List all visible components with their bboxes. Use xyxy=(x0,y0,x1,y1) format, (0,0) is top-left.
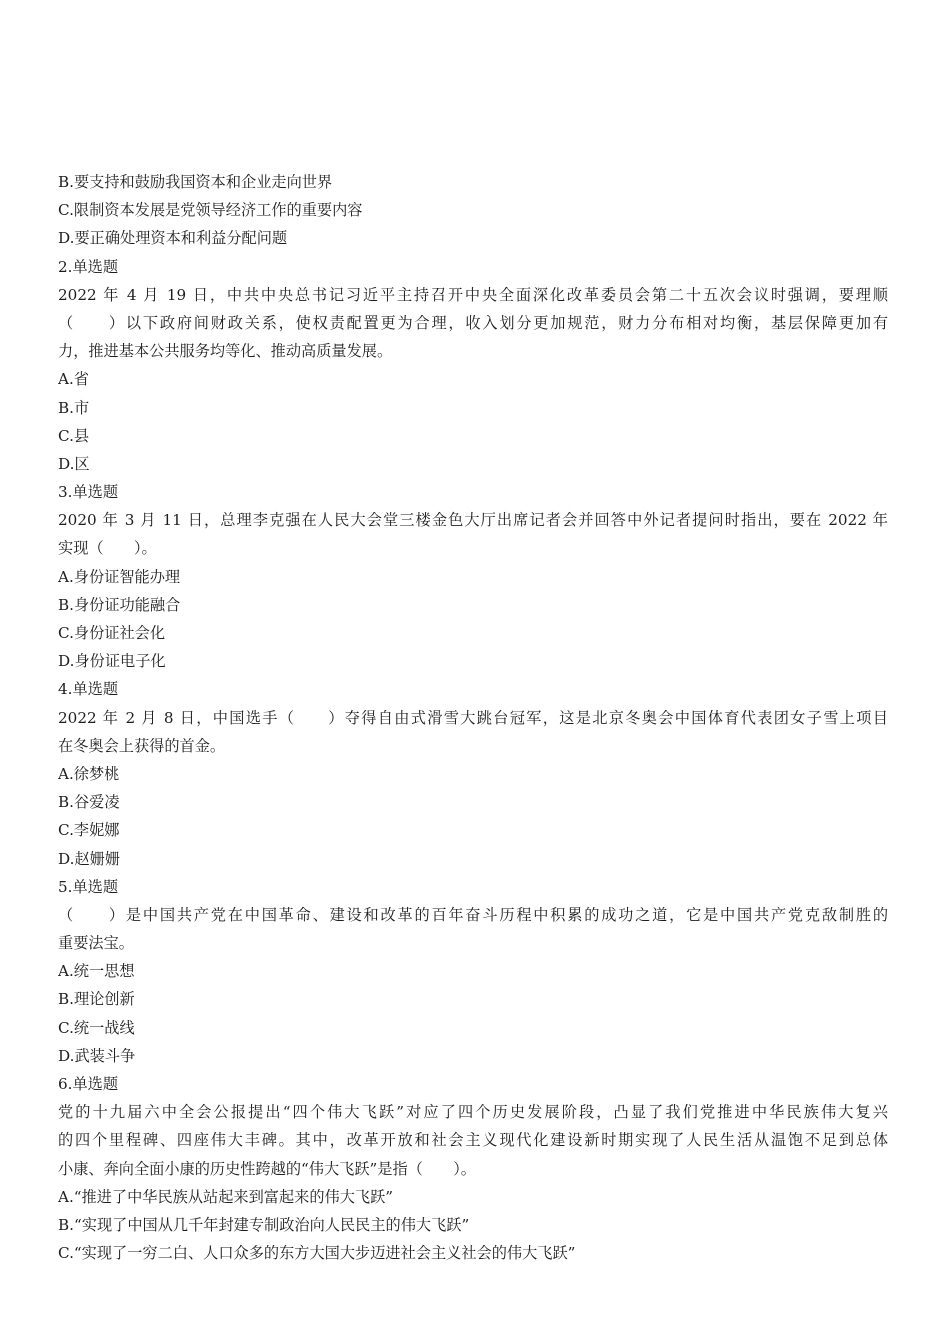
question-stem-line: 2022 年 4 月 19 日，中共中央总书记习近平主持召开中央全面深化改革委员会第二十五次会议时强调，要理顺 xyxy=(58,285,888,304)
option-line: B.理论创新 xyxy=(58,990,135,1009)
option-line: D.赵姗姗 xyxy=(58,849,121,868)
question-header: 6.单选题 xyxy=(58,1075,119,1093)
option-line: A.“推进了中华民族从站起来到富起来的伟大飞跃” xyxy=(58,1187,394,1206)
question-stem-line: 在冬奥会上获得的首金。 xyxy=(58,736,226,755)
option-line: A.统一思想 xyxy=(58,962,135,981)
question-stem-line: 2022 年 2 月 8 日，中国选手（ ）夺得自由式滑雪大跳台冠军，这是北京冬奥会中国体育代表团女子雪上项目 xyxy=(58,708,888,727)
question-stem-line: （ ）是中国共产党在中国革命、建设和改革的百年奋斗历程中积累的成功之道，它是中国共产党克敌制胜的 xyxy=(58,905,888,924)
question-stem-line: 力，推进基本公共服务均等化、推动高质量发展。 xyxy=(58,342,393,361)
option-line: A.徐梦桃 xyxy=(58,764,120,783)
option-line: A.省 xyxy=(58,370,89,389)
option-line: B.“实现了中国从几千年封建专制政治向人民民主的伟大飞跃” xyxy=(58,1215,470,1234)
option-line: B.谷爱凌 xyxy=(58,793,120,812)
question-header: 4.单选题 xyxy=(58,680,119,699)
option-line: C.身份证社会化 xyxy=(58,624,166,642)
question-stem-line: 的四个里程碑、四座伟大丰碑。其中，改革开放和社会主义现代化建设新时期实现了人民生活从温饱不足到总体 xyxy=(58,1131,888,1150)
option-line: D.武装斗争 xyxy=(58,1046,136,1065)
option-line: C.限制资本发展是党领导经济工作的重要内容 xyxy=(58,201,363,220)
option-line: B.市 xyxy=(58,398,90,417)
question-stem-line: 2020 年 3 月 11 日，总理李克强在人民大会堂三楼金色大厅出席记者会并回答中外记者提问时指出，要在 2022 年 xyxy=(58,511,888,530)
question-stem-line: 重要法宝。 xyxy=(58,934,134,953)
option-line: D.区 xyxy=(58,454,90,473)
option-line: C.县 xyxy=(58,426,90,445)
exam-page xyxy=(58,168,888,1267)
question-header: 3.单选题 xyxy=(58,483,119,502)
option-line: A.身份证智能办理 xyxy=(58,567,181,586)
option-line: C.“实现了一穷二白、人口众多的东方大国大步迈进社会主义社会的伟大飞跃” xyxy=(58,1244,576,1263)
question-header: 5.单选题 xyxy=(58,877,119,896)
question-stem-line: 党的十九届六中全会公报提出“四个伟大飞跃”对应了四个历史发展阶段，凸显了我们党推进中华民族伟大复兴 xyxy=(58,1103,888,1122)
question-header: 2.单选题 xyxy=(58,257,119,276)
option-line: D.身份证电子化 xyxy=(58,652,166,671)
option-line: B.身份证功能融合 xyxy=(58,595,181,614)
question-stem-line: 小康、奔向全面小康的历史性跨越的“伟大飞跃”是指（ ）。 xyxy=(58,1159,476,1178)
option-line: B.要支持和鼓励我国资本和企业走向世界 xyxy=(58,173,333,191)
question-stem-line: 实现（ ）。 xyxy=(58,539,157,558)
question-stem-line: （ ）以下政府间财政关系，使权责配置更为合理，收入划分更加规范，财力分布相对均衡，基层保障更加有 xyxy=(58,313,888,332)
option-line: D.要正确处理资本和利益分配问题 xyxy=(58,229,288,248)
option-line: C.李妮娜 xyxy=(58,821,120,840)
option-line: C.统一战线 xyxy=(58,1018,135,1037)
